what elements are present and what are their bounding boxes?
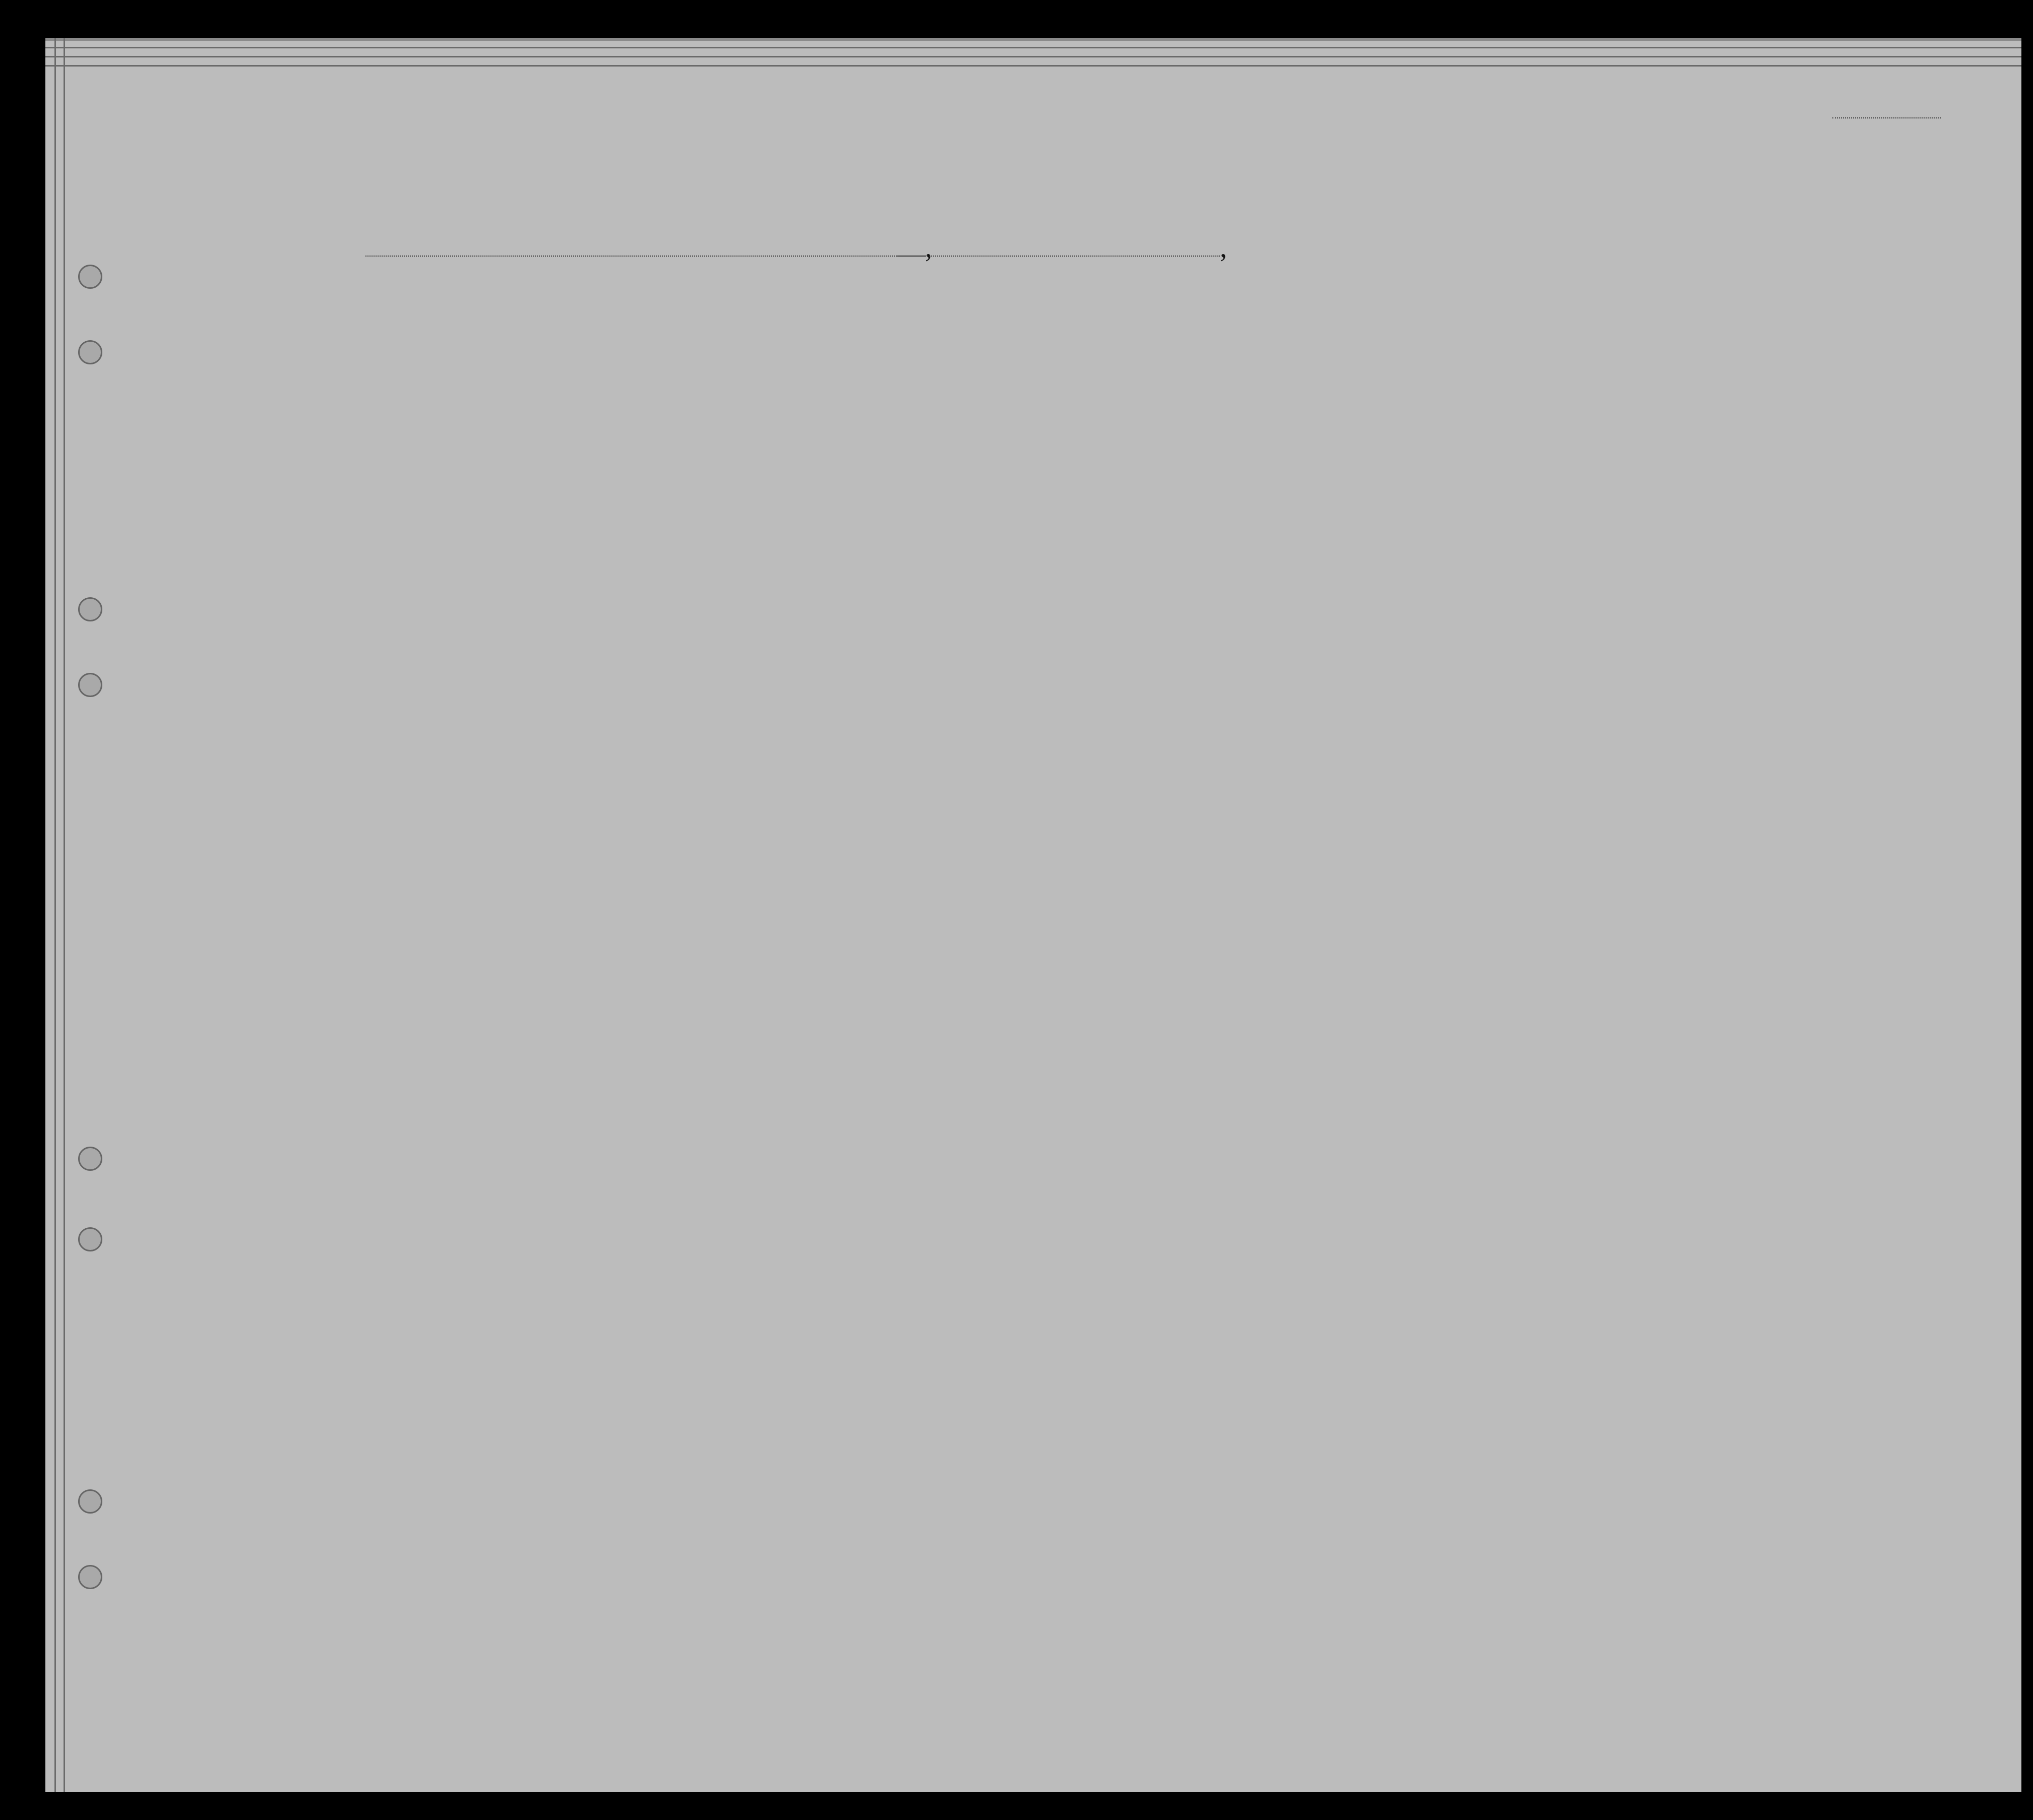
manifest-sheet: [45, 38, 2021, 1792]
comma: ,: [925, 232, 932, 264]
comma: ,: [1220, 232, 1227, 264]
table-grid: [45, 38, 2021, 1792]
